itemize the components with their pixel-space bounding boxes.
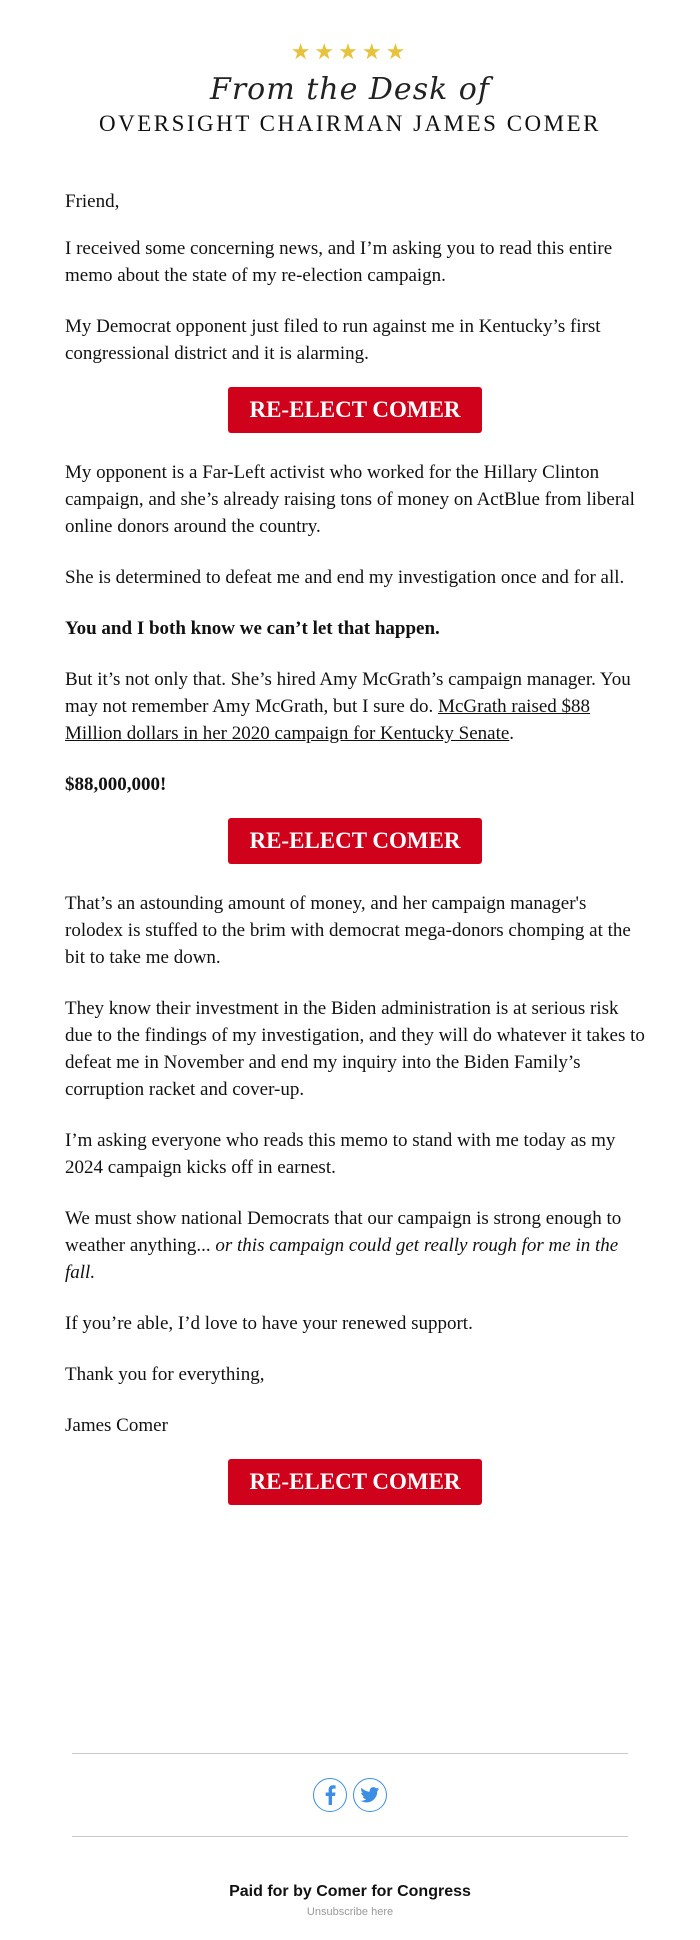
paragraph-3: My opponent is a Far-Left activist who worked for the Hillary Clinton campaign, and she’s already raising tons of money on ActBlue from liberal online donors around the country. [65, 462, 635, 537]
paragraph-6-text: But it’s not only that. She’s hired Amy McGrath’s campaign manager. You may not remember Amy McGrath, but I sure do. [65, 669, 631, 717]
facebook-icon[interactable] [313, 1778, 347, 1812]
paragraph-9: They know their investment in the Biden administration is at serious risk due to the findings of my investigation, and they will do whatever it takes to defeat me in November and end my inquiry into the Biden Family’s corruption racket and cover-up. [65, 998, 645, 1100]
paragraph-10: I’m asking everyone who reads this memo to stand with me today as my 2024 campaign kicks off in earnest. [65, 1130, 616, 1178]
social-links [72, 1754, 628, 1836]
paragraph-2: My Democrat opponent just filed to run against me in Kentucky’s first congressional district and it is alarming. [65, 316, 601, 364]
paragraph-11 [65, 1205, 645, 1286]
paragraph-11-italic: or this campaign could get really rough for me in the fall. [65, 1235, 619, 1283]
paragraph-5 [65, 615, 645, 642]
paragraph-12: If you’re able, I’d love to have your renewed support. [65, 1313, 473, 1334]
re-elect-button-2[interactable]: RE-ELECT COMER [228, 818, 482, 864]
mcgrath-link[interactable]: McGrath raised $88 Million dollars in her 2020 campaign for Kentucky Senate [65, 696, 591, 744]
re-elect-button-3[interactable]: RE-ELECT COMER [228, 1459, 482, 1505]
re-elect-button-1[interactable]: RE-ELECT COMER [228, 387, 482, 433]
from-the-desk-heading: From the Desk of [210, 72, 490, 107]
bold-statement: You and I both know we can’t let that happen. [65, 618, 440, 639]
cta-wrap-2 [65, 818, 645, 864]
footer-divider-bottom [72, 1836, 628, 1837]
paragraph-6-end: . [509, 723, 515, 744]
paragraph-11-text: We must show national Democrats that our campaign is strong enough to weather anything... [65, 1208, 622, 1256]
cta-wrap-3 [65, 1459, 645, 1505]
paragraph-13: Thank you for everything, [65, 1364, 265, 1385]
email-footer [72, 1753, 628, 1918]
signature: James Comer [65, 1415, 168, 1436]
paragraph-7 [65, 771, 645, 798]
twitter-icon[interactable] [353, 1778, 387, 1812]
paragraph-1: I received some concerning news, and I’m asking you to read this entire memo about the state of my re-election campaign. [65, 238, 613, 286]
paragraph-6 [65, 666, 645, 747]
stars-row [0, 40, 700, 66]
amount-statement: $88,000,000! [65, 774, 167, 795]
unsubscribe-link[interactable]: Unsubscribe here [306, 1906, 394, 1918]
cta-wrap-1 [65, 387, 645, 433]
paragraph-4: She is determined to defeat me and end my investigation once and for all. [65, 567, 625, 588]
email-header [0, 40, 700, 138]
chairman-heading: OVERSIGHT CHAIRMAN JAMES COMER [98, 111, 602, 136]
stars-icon: ★★★★★ [290, 40, 410, 65]
greeting: Friend, [65, 191, 120, 212]
paid-for-notice: Paid for by Comer for Congress [229, 1883, 471, 1900]
paragraph-8: That’s an astounding amount of money, and her campaign manager's rolodex is stuffed to the brim with democrat mega-donors chomping at the bit to take me down. [65, 893, 631, 968]
letter-body [65, 188, 645, 1531]
